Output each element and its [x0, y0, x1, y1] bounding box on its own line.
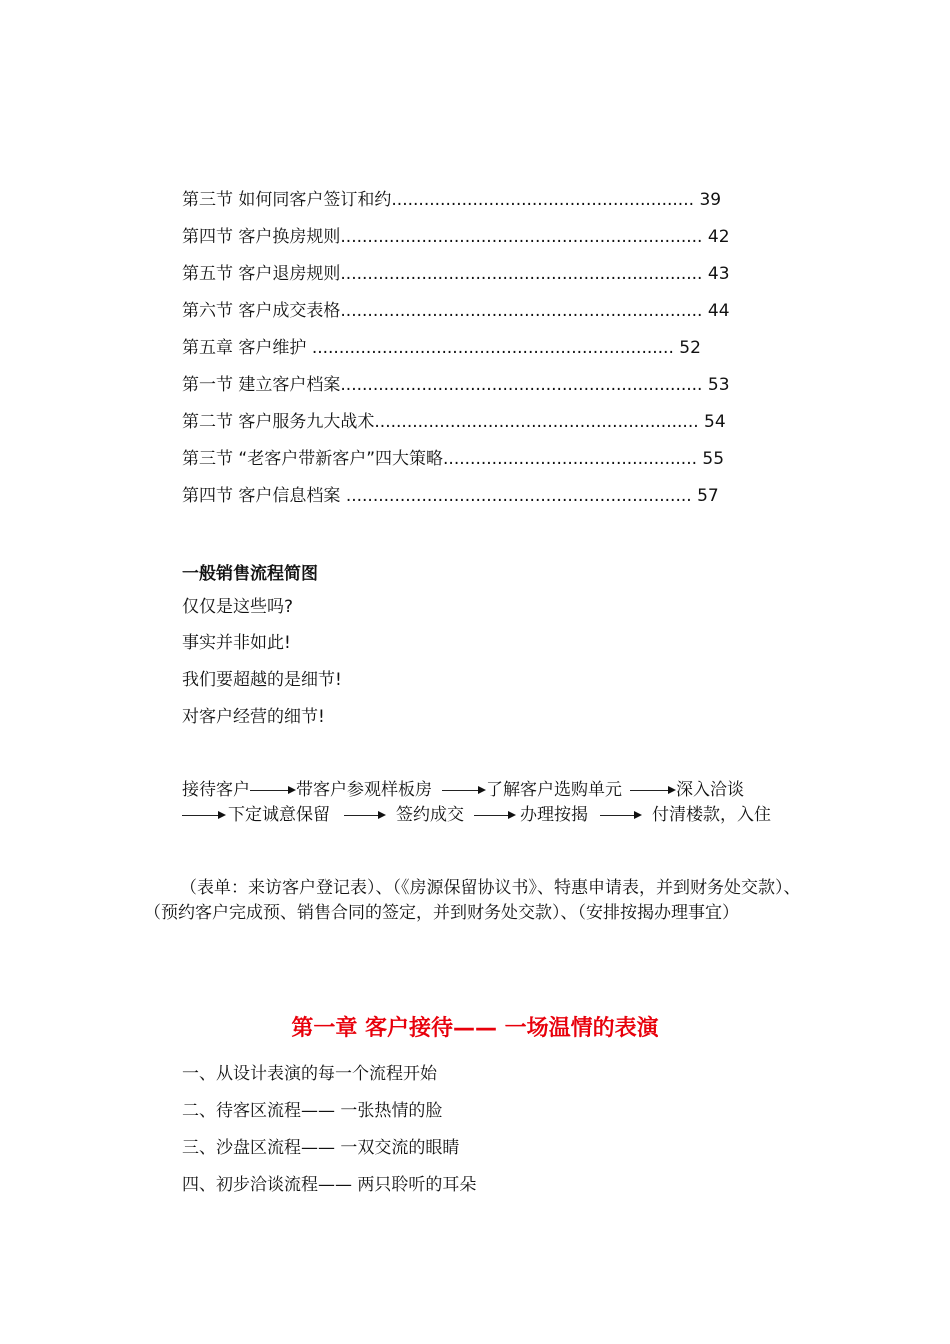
toc-page: 42 [707, 227, 730, 247]
toc-entry[interactable] [182, 190, 721, 210]
chapter-item: 一、从设计表演的每一个流程开始 [182, 1064, 437, 1084]
flow-row-2 [182, 805, 771, 825]
toc-page: 39 [699, 190, 722, 210]
toc-title: 第四节 客户换房规则 [182, 227, 341, 247]
flow-heading: 一般销售流程简图 [182, 564, 318, 584]
toc-title: 第六节 客户成交表格 [182, 301, 341, 321]
flow-step: 付清楼款，入住 [652, 805, 771, 825]
toc-entry[interactable] [182, 301, 730, 321]
flow-text-line: 我们要超越的是细节! [182, 670, 342, 690]
toc-dots: ............................................... [443, 449, 698, 469]
toc-dots: ................................................................... [311, 338, 674, 358]
toc-page: 54 [704, 412, 726, 432]
chapter-item: 二、待客区流程—— 一张热情的脸 [182, 1101, 443, 1121]
toc-dots: ............................................................ [374, 412, 699, 432]
flow-step: 了解客户选购单元 [486, 780, 622, 800]
toc-page: 57 [697, 486, 719, 506]
toc-title: 第五章 客户维护 [182, 338, 312, 358]
toc-dots: ................................................................... [340, 375, 703, 395]
toc-entry[interactable] [182, 338, 701, 358]
toc-dots: ........................................................ [391, 190, 695, 210]
toc-dots: ................................................................ [345, 486, 692, 506]
toc-page: 43 [707, 264, 730, 284]
arrow-right-icon [442, 780, 486, 800]
flow-row-1 [182, 780, 744, 800]
toc-page: 53 [707, 375, 730, 395]
toc-entry[interactable] [182, 375, 730, 395]
arrow-right-icon [250, 780, 296, 800]
flow-step: 接待客户 [182, 780, 250, 800]
arrow-right-icon [630, 780, 676, 800]
flow-step: 深入洽谈 [676, 780, 744, 800]
flow-step: 签约成交 [396, 805, 464, 825]
arrow-right-icon [182, 805, 226, 825]
flow-text-line: 对客户经营的细节! [182, 707, 325, 727]
flow-step: 带客户参观样板房 [296, 780, 432, 800]
toc-title: 第四节 客户信息档案 [182, 486, 346, 506]
toc-title: 第一节 建立客户档案 [182, 375, 341, 395]
flow-text-line: 事实并非如此! [182, 633, 291, 653]
toc-page: 44 [707, 301, 730, 321]
toc-page: 55 [702, 449, 725, 469]
forms-note: （表单：来访客户登记表）、（《房源保留协议书》、特惠申请表，并到财务处交款）、（预约客户完成预、销售合同的签定，并到财务处交款）、（安排按揭办理事宜） [144, 878, 801, 923]
toc-entry[interactable] [182, 486, 719, 506]
toc-entry[interactable] [182, 264, 730, 284]
toc-title: 第二节 客户服务九大战术 [182, 412, 375, 432]
chapter-item: 三、沙盘区流程—— 一双交流的眼睛 [182, 1138, 460, 1158]
toc-title: 第五节 客户退房规则 [182, 264, 341, 284]
arrow-right-icon [600, 805, 642, 825]
toc-dots: ................................................................... [340, 227, 703, 247]
flow-text-line: 仅仅是这些吗? [182, 597, 294, 617]
flow-step: 下定诚意保留 [228, 805, 330, 825]
toc-entry[interactable] [182, 449, 724, 469]
toc-entry[interactable] [182, 412, 726, 432]
flow-step: 办理按揭 [520, 805, 588, 825]
chapter-title: 第一章 客户接待—— 一场温情的表演 [291, 1016, 659, 1041]
toc-title: 第三节 如何同客户签订和约 [182, 190, 392, 210]
toc-title: 第三节 “老客户带新客户”四大策略 [182, 449, 444, 469]
toc-dots: ................................................................... [340, 264, 703, 284]
chapter-item: 四、初步洽谈流程—— 两只聆听的耳朵 [182, 1175, 477, 1195]
arrow-right-icon [344, 805, 386, 825]
toc-page: 52 [679, 338, 701, 358]
toc-entry[interactable] [182, 227, 730, 247]
toc-dots: ................................................................... [340, 301, 703, 321]
arrow-right-icon [474, 805, 516, 825]
